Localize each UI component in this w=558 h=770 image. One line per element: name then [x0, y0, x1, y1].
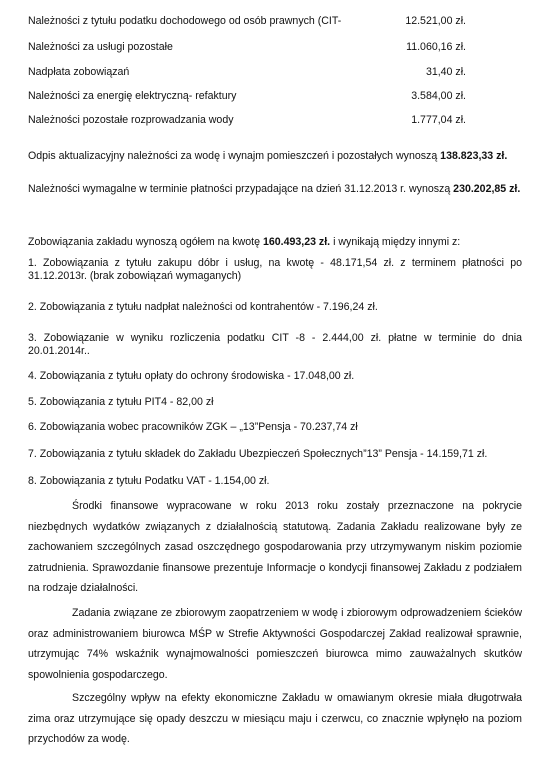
- body-paragraph: Zadania związane ze zbiorowym zaopatrzeniem w wodę i zbiorowym odprowadzeniem ścieków oraz administrowaniem biurowca MŚP w Strefie Aktywności Gospodarczej Zakład realizował sprawnie, utrzymując 74% wskaźnik wynajmowalności pomieszczeń biurowca mimo zauważalnych skutków spowolnienia gospodarczego.: [28, 607, 522, 681]
- receivable-row: [28, 14, 466, 28]
- receivable-label: Nadpłata zobowiązań: [28, 66, 130, 78]
- receivable-amount: 11.060,16 zł.: [406, 41, 466, 53]
- receivable-label: Należności za usługi pozostałe: [28, 41, 173, 53]
- due-paragraph: [28, 183, 522, 196]
- liability-item: 1. Zobowiązania z tytułu zakupu dóbr i usług, na kwotę - 48.171,54 zł. z terminem płatności po 31.12.2013r. (brak zobowiązań wymaganych): [28, 257, 522, 282]
- receivable-amount: 1.777,04 zł.: [411, 114, 466, 126]
- liabilities-intro-before: Zobowiązania zakładu wynoszą ogółem na kwotę: [28, 236, 263, 248]
- liability-item: 8. Zobowiązania z tytułu Podatku VAT - 1.154,00 zł.: [28, 475, 270, 487]
- receivable-label: Należności pozostałe rozprowadzania wody: [28, 114, 234, 126]
- body-paragraph: Środki finansowe wypracowane w roku 2013 roku zostały przeznaczone na pokrycie niezbędnych wydatków związanych z działalnością statutową. Zadania Zakładu realizowane były ze zachowaniem szczególnych zasad oszczędnego gospodarowania przy utrzymywanym niskim poziomie zatrudnienia. Sprawozdanie finansowe prezentuje Informacje o kondycji finansowej Zakładu z podziałem na rodzaje działalności.: [28, 500, 522, 594]
- receivable-row: [28, 40, 466, 54]
- liability-item: 3. Zobowiązanie w wyniku rozliczenia podatku CIT -8 - 2.444,00 zł. płatne w terminie do dnia 20.01.2014r..: [28, 332, 522, 357]
- receivable-label: Należności z tytułu podatku dochodowego od osób prawnych (CIT-: [28, 15, 342, 27]
- due-text: Należności wymagalne w terminie płatności przypadające na dzień 31.12.2013 r. wynoszą: [28, 183, 454, 195]
- write-off-amount: 138.823,33 zł.: [440, 150, 508, 162]
- liabilities-intro-after: i wynikają między innymi z:: [330, 236, 461, 248]
- liability-item: 7. Zobowiązania z tytułu składek do Zakładu Ubezpieczeń Społecznych”13” Pensja - 14.159,71 zł.: [28, 448, 488, 460]
- receivable-amount: 12.521,00 zł.: [405, 15, 466, 27]
- liability-item: 2. Zobowiązania z tytułu nadpłat należności od kontrahentów - 7.196,24 zł.: [28, 301, 378, 313]
- receivable-row: [28, 65, 466, 79]
- write-off-paragraph: [28, 150, 522, 163]
- liability-item: 5. Zobowiązania z tytułu PIT4 - 82,00 zł: [28, 396, 214, 408]
- body-paragraph: Szczególny wpływ na efekty ekonomiczne Zakładu w omawianym okresie miała długotrwała zima oraz utrzymujące się opady deszczu w miesiącu maju i czerwcu, co znacznie wpłynęło na poziom przychodów za wodę.: [28, 692, 522, 745]
- liabilities-intro: [28, 236, 522, 249]
- receivable-label: Należności za energię elektryczną- refaktury: [28, 90, 237, 102]
- liability-item: 6. Zobowiązania wobec pracowników ZGK – „13”Pensja - 70.237,74 zł: [28, 421, 358, 433]
- liabilities-total: 160.493,23 zł.: [262, 236, 331, 248]
- due-amount: 230.202,85 zł.: [453, 183, 521, 195]
- receivable-row: [28, 89, 466, 103]
- receivable-amount: 3.584,00 zł.: [411, 90, 466, 102]
- receivable-row: [28, 113, 466, 127]
- receivable-amount: 31,40 zł.: [425, 66, 466, 78]
- write-off-text: Odpis aktualizacyjny należności za wodę i wynajm pomieszczeń i pozostałych wynoszą: [28, 150, 441, 162]
- liability-item: 4. Zobowiązania z tytułu opłaty do ochrony środowiska - 17.048,00 zł.: [28, 370, 355, 382]
